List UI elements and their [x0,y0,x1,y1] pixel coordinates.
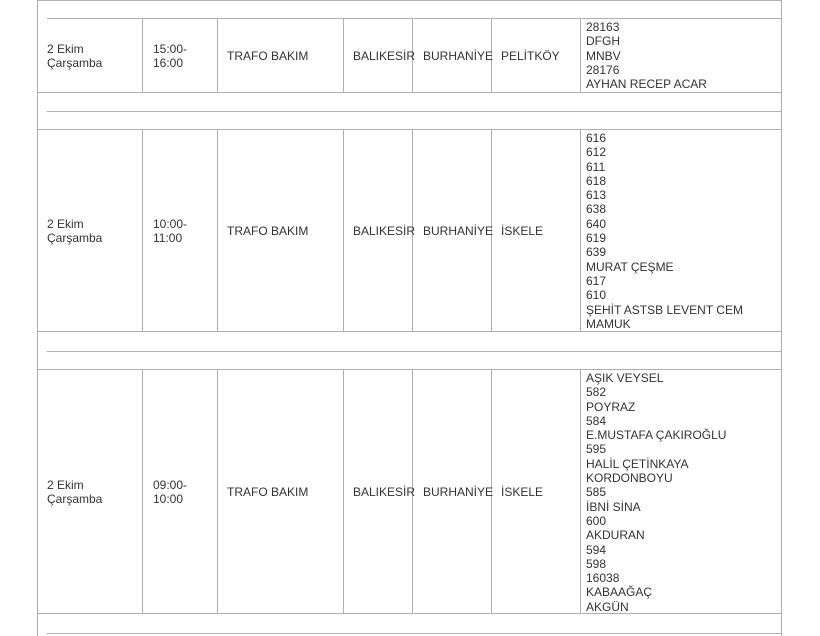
street-list [586,371,726,614]
street-item: 610 [586,288,607,303]
province-text: BALIKESİR [353,223,416,238]
street-item: HALİL ÇETİNKAYA [586,456,689,471]
reason-text: TRAFO BAKIM [227,223,309,238]
street-item: MAMUK [586,316,631,331]
province-text: BALIKESİR [353,48,416,63]
street-item: 612 [586,145,607,160]
date-text: 2 Ekim Çarşamba [47,477,103,506]
date-cell [47,18,141,93]
column-separator [580,129,581,332]
province-cell [353,369,416,614]
district-text: BURHANİYE [423,223,494,238]
column-separator [343,18,344,93]
time-cell [153,129,216,332]
province-cell [353,129,416,332]
streets-cell [586,371,780,613]
street-item: POYRAZ [586,399,636,414]
street-item: 611 [586,159,606,174]
province-text: BALIKESİR [353,484,416,499]
district-cell [423,369,494,614]
street-item: AKDURAN [586,528,645,543]
street-list [586,131,743,331]
street-item: 618 [586,173,607,188]
street-item: 639 [586,245,607,260]
street-item: 600 [586,513,607,528]
streets-cell [586,20,780,92]
table-rule [47,633,782,634]
time-cell [153,369,216,614]
table-border-right [781,0,782,636]
neighborhood-cell [501,18,579,93]
street-item: 598 [586,556,607,571]
column-separator [580,369,581,614]
street-item: 582 [586,385,607,400]
neighborhood-cell [501,369,579,614]
street-item: 640 [586,216,607,231]
neighborhood-text: İSKELE [501,223,544,238]
street-list [586,20,707,91]
neighborhood-cell [501,129,579,332]
reason-text: TRAFO BAKIM [227,48,309,63]
neighborhood-text: PELİTKÖY [501,48,560,63]
table-rule [47,111,782,112]
reason-cell [227,129,342,332]
column-separator [142,129,143,332]
column-separator [217,369,218,614]
district-cell [423,129,494,332]
time-text: 09:00- 10:00 [153,477,188,506]
date-text: 2 Ekim Çarşamba [47,216,103,245]
neighborhood-text: İSKELE [501,484,544,499]
date-cell [47,129,141,332]
column-separator [142,18,143,93]
table-rule [47,351,782,352]
date-cell [47,369,141,614]
district-text: BURHANİYE [423,484,494,499]
street-item: AŞIK VEYSEL [586,371,664,385]
district-cell [423,18,494,93]
column-separator [142,369,143,614]
column-separator [343,129,344,332]
street-item: KABAAĞAÇ [586,585,653,600]
street-item: 613 [586,188,607,203]
street-item: 28176 [586,62,620,77]
reason-cell [227,18,342,93]
street-item: 585 [586,485,607,500]
street-item: 617 [586,273,607,288]
street-item: 595 [586,442,607,457]
street-item: 616 [586,131,607,145]
streets-cell [586,131,780,331]
street-item: KORDONBOYU [586,471,673,486]
column-separator [217,18,218,93]
street-item: 28163 [586,20,620,34]
date-text: 2 Ekim Çarşamba [47,41,103,70]
street-item: 16038 [586,571,620,586]
street-item: 638 [586,202,607,217]
time-cell [153,18,216,93]
column-separator [217,129,218,332]
street-item: MNBV [586,48,621,63]
street-item: AKGÜN [586,599,629,614]
street-item: 619 [586,231,607,246]
street-item: İBNİ SİNA [586,499,641,514]
column-separator [343,369,344,614]
reason-cell [227,369,342,614]
table-rule [37,0,782,1]
table-border-left [37,0,38,636]
street-item: 584 [586,413,607,428]
outage-table [37,0,782,636]
time-text: 15:00- 16:00 [153,41,188,70]
province-cell [353,18,416,93]
street-item: 594 [586,542,607,557]
district-text: BURHANİYE [423,48,494,63]
street-item: ŞEHİT ASTSB LEVENT CEM [586,302,743,317]
street-item: E.MUSTAFA ÇAKIROĞLU [586,428,727,443]
street-item: MURAT ÇEŞME [586,259,674,274]
time-text: 10:00- 11:00 [153,216,188,245]
column-separator [580,18,581,93]
reason-text: TRAFO BAKIM [227,484,309,499]
street-item: DFGH [586,34,620,49]
street-item: AYHAN RECEP ACAR [586,77,707,92]
